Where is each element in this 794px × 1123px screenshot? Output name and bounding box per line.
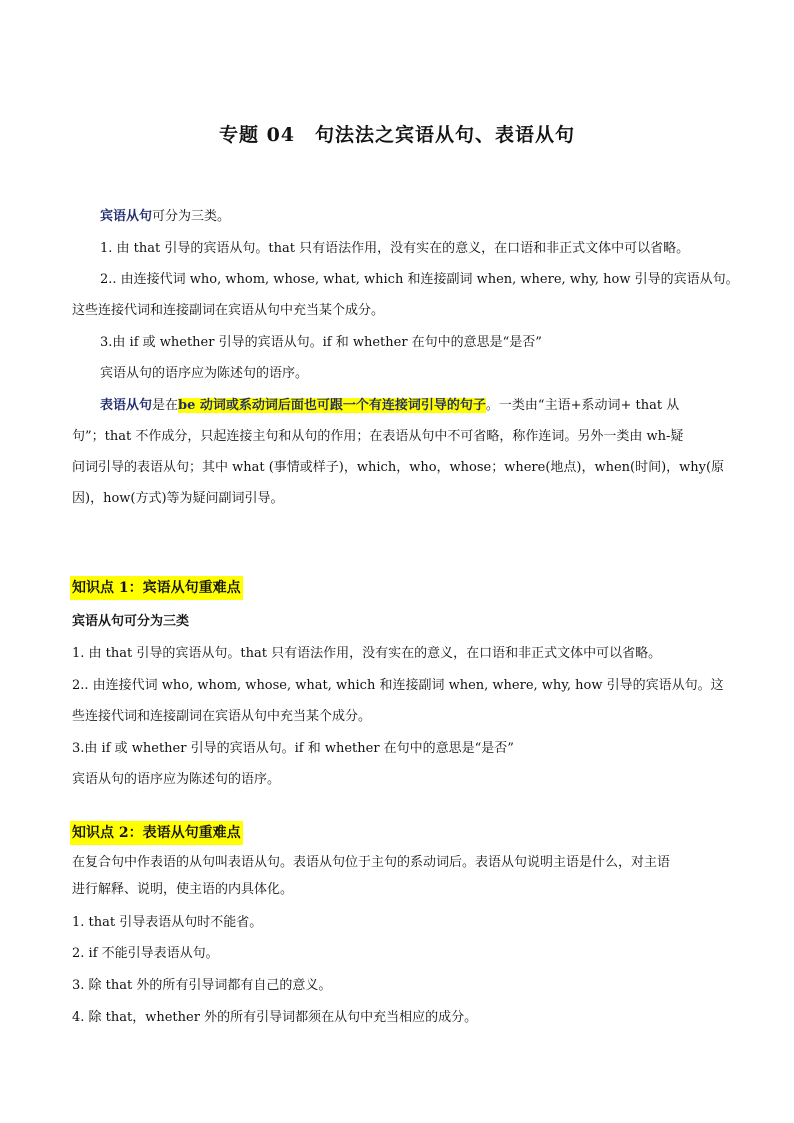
intro-word-order: 宾语从句的语序应为陈述句的语序。 [100, 366, 309, 381]
object-clause-rest: 可分为三类。 [152, 209, 231, 224]
section-1-heading: 知识点 1：宾语从句重难点 [70, 576, 243, 600]
object-clause-term: 宾语从句 [100, 209, 153, 224]
intro-item-2-line-1: 2.. 由连接代词 who, whom, whose, what, which 和连接副词 when, where, why, how 引导的宾语从句。 [100, 272, 739, 287]
section-2-desc-line-1: 在复合句中作表语的从句叫表语从句。表语从句位于主句的系动词后。表语从句说明主语是什么，对主语 [72, 855, 671, 870]
section-1-item-1: 1. 由 that 引导的宾语从句。that 只有语法作用，没有实在的意义，在口语和非正式文体中可以省略。 [72, 646, 662, 661]
intro-item-1: 1. 由 that 引导的宾语从句。that 只有语法作用，没有实在的意义，在口语和非正式文体中可以省略。 [100, 241, 690, 256]
section-2-item-3: 3. 除 that 外的所有引导词都有自己的意义。 [72, 978, 332, 993]
page-title: 专题 04 句法法之宾语从句、表语从句 [218, 124, 576, 146]
section-1-subheading: 宾语从句可分为三类 [72, 614, 190, 629]
predicative-clause-line-3: 问词引导的表语从句；其中 what (事情或样子)，which，who，whose；where(地点)，when(时间)，why(原 [72, 460, 725, 475]
section-1-item-2-line-1: 2.. 由连接代词 who, whom, whose, what, which 和连接副词 when, where, why, how 引导的宾语从句。这 [72, 678, 724, 693]
section-2-item-4: 4. 除 that，whether 外的所有引导词都须在从句中充当相应的成分。 [72, 1010, 478, 1025]
predicative-clause-line-1 [100, 396, 679, 416]
section-2-desc-line-2: 进行解释、说明，使主语的内具体化。 [72, 882, 294, 897]
intro-item-3: 3.由 if 或 whether 引导的宾语从句。if 和 whether 在句中的意思是“是否” [100, 335, 542, 350]
predicative-clause-mid: 是在 [152, 398, 179, 413]
predicative-clause-line-2: 句”；that 不作成分，只起连接主句和从句的作用；在表语从句中不可省略，称作连词。另外一类由 wh-疑 [72, 429, 684, 444]
predicative-clause-highlight: be 动词或系动词后面也可跟一个有连接词引导的句子 [178, 398, 486, 413]
predicative-clause-rest: 。一类由“主语+系动词+ that 从 [485, 398, 680, 413]
section-1-item-3: 3.由 if 或 whether 引导的宾语从句。if 和 whether 在句中的意思是“是否” [72, 741, 514, 756]
section-2-heading: 知识点 2：表语从句重难点 [70, 821, 243, 845]
section-1-item-2-line-2: 些连接代词和连接副词在宾语从句中充当某个成分。 [72, 709, 372, 724]
intro-object-clause-line [100, 207, 230, 227]
intro-item-2-line-2: 这些连接代词和连接副词在宾语从句中充当某个成分。 [72, 303, 385, 318]
section-1-word-order: 宾语从句的语序应为陈述句的语序。 [72, 772, 281, 787]
predicative-clause-line-4: 因)，how(方式)等为疑问副词引导。 [72, 491, 284, 506]
predicative-clause-term: 表语从句 [100, 398, 153, 413]
section-2-item-2: 2. if 不能引导表语从句。 [72, 946, 219, 961]
section-2-item-1: 1. that 引导表语从句时不能省。 [72, 915, 263, 930]
